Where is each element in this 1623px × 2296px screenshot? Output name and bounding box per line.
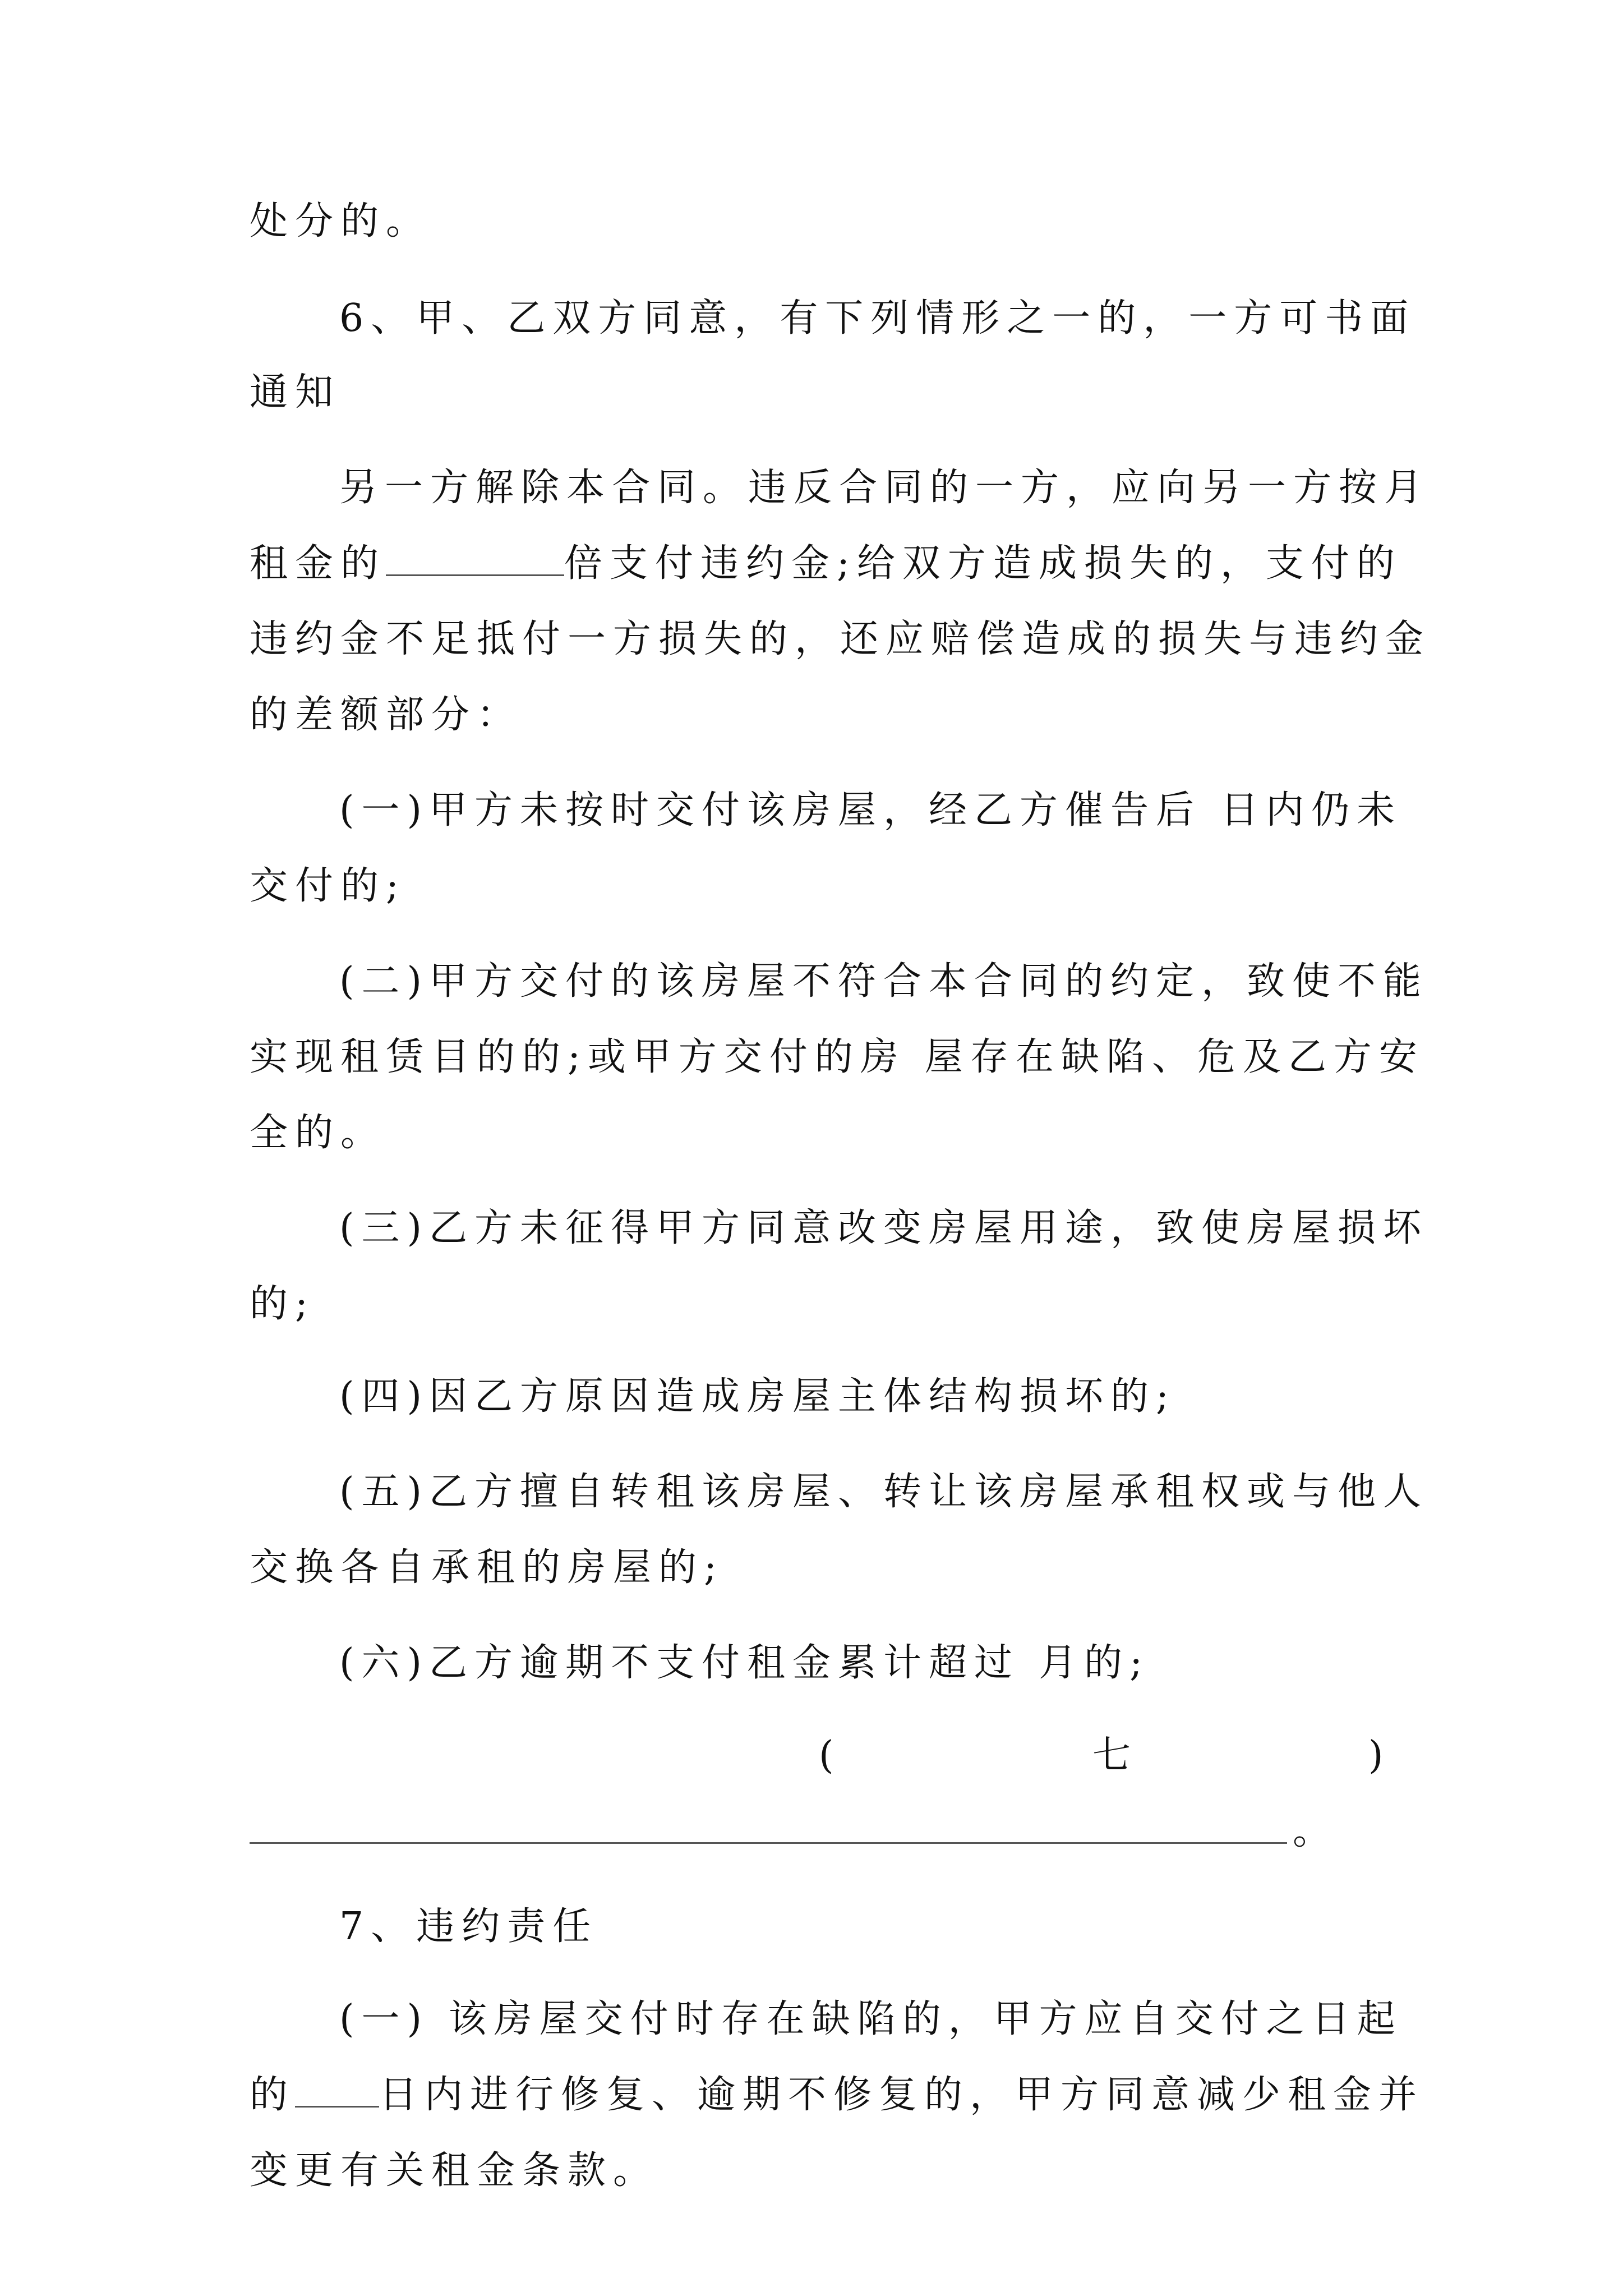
text-line [250, 2143, 1396, 2199]
text-line [250, 2067, 1424, 2123]
line-text: 另一方解除本合同。违反合同的一方，应向另一方按月 [339, 466, 1430, 510]
repair-days-blank [295, 2070, 379, 2108]
text-line [250, 1540, 1396, 1596]
line-text: 倍支付违约金;给双方造成损失的，支付的 [564, 541, 1402, 586]
line-text: 实现租赁目的的;或甲方交付的房 [250, 1035, 906, 1079]
line-text: 通知 [250, 370, 341, 415]
line-text: (二)甲方交付的该房屋不符合本合同的约定，致使不能 [339, 959, 1429, 1004]
line-text: 日内仍未 [1220, 788, 1403, 832]
clause-item-7-close-paren: ) [1368, 1733, 1391, 1778]
line-text: 变更有关租金条款。 [250, 2148, 659, 2193]
clause-item-4 [339, 1369, 1396, 1425]
text-line [339, 460, 1430, 516]
line-text: 的; [250, 1282, 315, 1326]
line-text: (三)乙方未征得甲方同意改变房屋用途，致使房屋损坏 [339, 1206, 1429, 1250]
text-line [250, 1276, 1396, 1332]
line-text: 6、甲、乙双方同意，有下列情形之一的，一方可书面 [339, 296, 1416, 341]
text-line [250, 1105, 1396, 1161]
line-text: 7、违约责任 [339, 1904, 598, 1949]
clause-7-heading [339, 1899, 1396, 1955]
line-text: 月的; [1039, 1641, 1150, 1685]
line-text: 交换各自承租的房屋的; [250, 1545, 724, 1590]
clause-item-7-open-paren: ( [819, 1733, 841, 1778]
text-line [250, 858, 1396, 914]
line-text: 违约金不足抵付一方损失的，还应赔偿造成的损失与违约金 [250, 617, 1431, 661]
clause-item-2 [339, 954, 1429, 1010]
text-line [250, 365, 1396, 421]
line-text: 全的。 [250, 1111, 386, 1155]
line-text: 屋存在缺陷、危及乙方安 [924, 1035, 1424, 1079]
clause-item-5 [339, 1464, 1429, 1520]
clause-item-7-blank [250, 1806, 1287, 1844]
text-line [250, 536, 1402, 592]
line-text: (六)乙方逾期不支付租金累计超过 [339, 1641, 1020, 1685]
line-text: (一)甲方未按时交付该房屋，经乙方催告后 [339, 788, 1202, 832]
line-text: (五)乙方擅自转租该房屋、转让该房屋承租权或与他人 [339, 1470, 1429, 1514]
clause-item-7-blank-line: 。 [250, 1803, 1396, 1860]
line-text: 租金的 [250, 541, 386, 586]
line-text: (一) 该房屋交付时存在缺陷的，甲方应自交付之日起 [339, 1997, 1403, 2041]
clause-6-heading [339, 291, 1416, 347]
text-line [250, 611, 1431, 668]
line-text: 的差额部分： [250, 693, 523, 737]
line-text: 日内进行修复、逾期不修复的，甲方同意减少租金并 [379, 2073, 1424, 2117]
clause-item-6 [339, 1635, 1396, 1691]
line-text: 处分的。 [250, 199, 432, 243]
line-text: (四)因乙方原因造成房屋主体结构损坏的; [339, 1374, 1176, 1419]
liability-item-1 [339, 1991, 1403, 2047]
clause-item-3 [339, 1200, 1429, 1257]
text-line [250, 194, 1396, 250]
clause-item-7-number: 七 [1092, 1733, 1138, 1778]
text-line [250, 687, 1396, 743]
line-text: 交付的; [250, 864, 406, 908]
line-text: 的 [250, 2073, 296, 2117]
text-line [250, 1029, 1424, 1085]
penalty-multiple-blank [386, 539, 564, 576]
clause-item-1 [339, 783, 1403, 839]
